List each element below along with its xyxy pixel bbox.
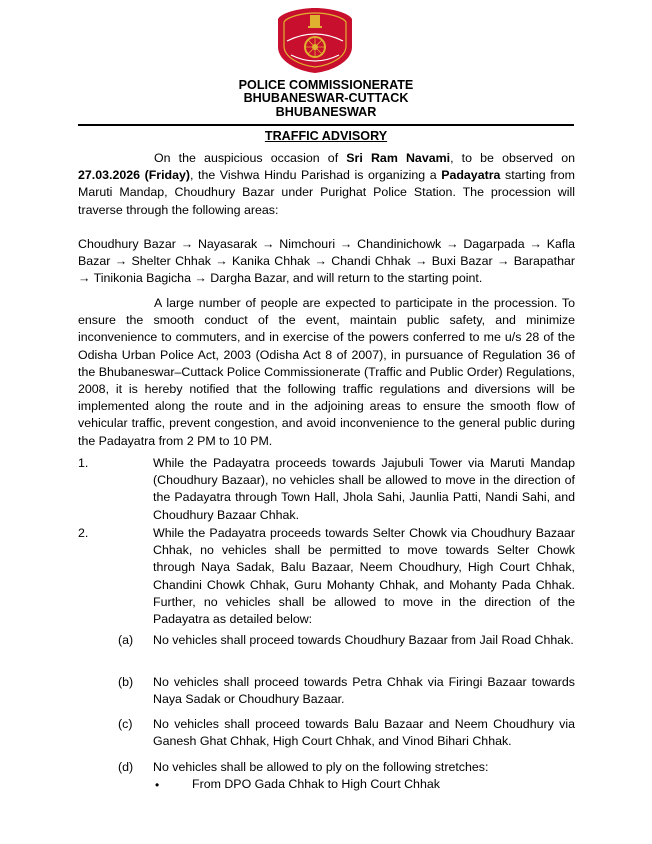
subitem-text: No vehicles shall proceed towards Balu Bazaar and Neem Choudhury via Ganesh Ghat Chhak, High Court Chhak, and Vinod Bihari Chhak. [153, 717, 575, 749]
subitem-text: No vehicles shall proceed towards Choudhury Bazaar from Jail Road Chhak. [153, 633, 574, 647]
item-number: 1. [78, 456, 89, 470]
subitem-label: (b) [118, 675, 134, 689]
header-divider [78, 124, 574, 126]
regulation-paragraph: A large number of people are expected to participate in the procession. To ensure the smooth conduct of the event, maintain public safety, and minimize inconvenience to commuters, and in exercise of the powers conferred to me u/s 28 of the Odisha Urban Police Act, 2003 (Odisha Act 8 of 2007), in pursuance of Regulation 36 of the Bhubaneswar–Cuttack Police Commissionerate (Traffic and Public Order) Regulations, 2008, it is hereby notified that the following traffic regulations and diversions will be implemented along the route and in the adjoining areas to ensure the smooth flow of vehicular traffic, prevent congestion, and avoid inconvenience to the general public during the Padayatra from 2 PM to 10 PM. [78, 296, 575, 448]
header-line-1: POLICE COMMISSIONERATE [238, 78, 414, 92]
item-number: 2. [78, 526, 89, 540]
subitem-label: (a) [118, 633, 134, 647]
header-line-2: BHUBANESWAR-CUTTACK [243, 91, 409, 105]
item-text: While the Padayatra proceeds towards Jajubuli Tower via Maruti Mandap (Choudhury Bazaar), no vehicles shall be allowed to move in the direction of the Padayatra through Town Hall, Jhola Sahi, Jaunlia Patti, Nandi Sahi, and Choudhury Bazaar Chhak. [153, 456, 575, 522]
intro-paragraph: On the auspicious occasion of Sri Ram Navami, to be observed on 27.03.2026 (Friday), the Vishwa Hindu Parishad is organizing a Padayatra starting from Maruti Mandap, Choudhury Bazar under Purighat Police Station. The procession will traverse through the following areas: [78, 151, 575, 217]
subitem-text: No vehicles shall proceed towards Petra Chhak via Firingi Bazaar towards Naya Sadak or Choudhury Bazaar. [153, 675, 575, 707]
document-title: TRAFFIC ADVISORY [264, 129, 388, 143]
item-text: While the Padayatra proceeds towards Selter Chowk via Choudhury Bazaar Chhak, no vehicles shall be permitted to move towards Selter Chowk through Naya Sadak, Balu Bazaar, Neem Choudhury, High Court Chhak, Chandini Chowk Chhak, Guru Mohanty Chhak, and Mohanty Pada Chhak. Further, no vehicles shall be allowed to move in the direction of the Padayatra as detailed below: [153, 526, 575, 627]
subitem-label: (d) [118, 760, 134, 774]
bullet-icon: • [155, 778, 160, 792]
header-line-3: BHUBANESWAR [275, 105, 377, 119]
bullet-text: From DPO Gada Chhak to High Court Chhak [192, 777, 440, 791]
subitem-text: No vehicles shall be allowed to ply on the following stretches: [153, 760, 489, 774]
route-paragraph: Choudhury Bazar → Nayasarak → Nimchouri → Chandinichowk → Dagarpada → Kafla Bazar → Shelter Chhak → Kanika Chhak → Chandi Chhak → Buxi Bazar → Barapathar → Tinikonia Bagicha → Dargha Bazar, and will return to the starting point. [78, 237, 575, 286]
police-emblem-logo [273, 5, 357, 75]
subitem-label: (c) [118, 717, 133, 731]
